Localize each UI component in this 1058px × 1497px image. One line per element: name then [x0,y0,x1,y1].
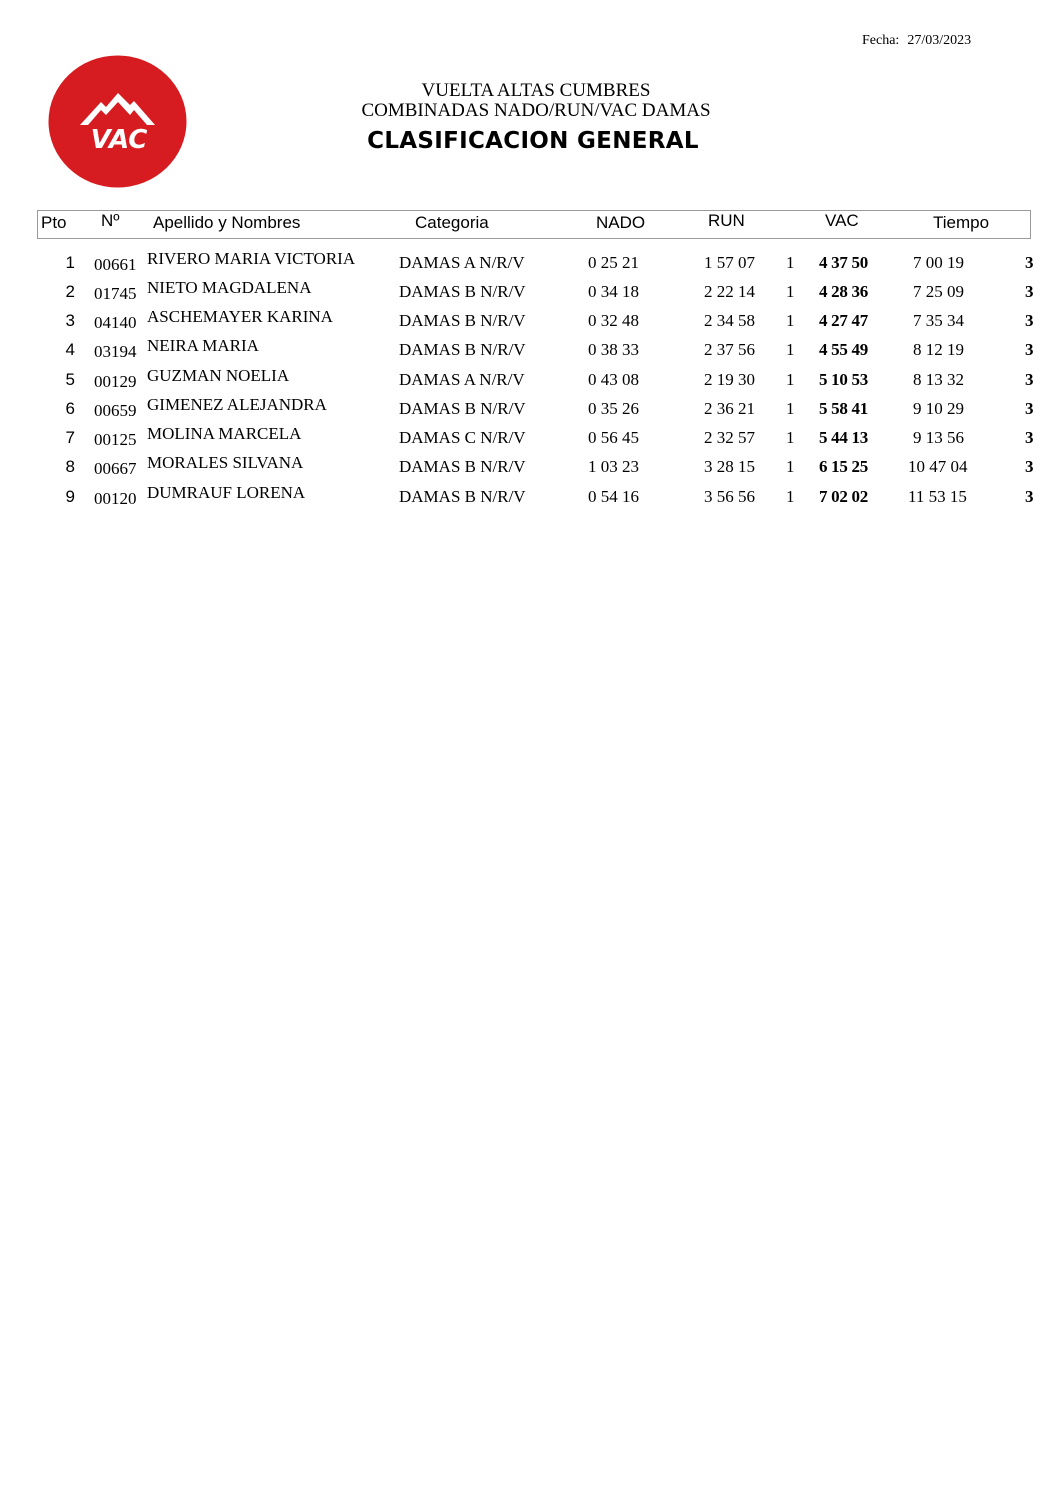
col-header-vac: VAC [825,211,859,230]
event-subtitle: COMBINADAS NADO/RUN/VAC DAMAS [361,100,711,121]
cell-run: 2 36 21 [704,399,755,418]
cell-pto: 6 [65,399,75,418]
cell-name: GIMENEZ ALEJANDRA [147,395,327,414]
cell-marker: 1 [786,340,795,359]
cell-last: 3 [1025,399,1034,418]
cell-tiempo: 10 47 04 [908,457,968,476]
cell-category: DAMAS A N/R/V [399,370,525,389]
cell-marker: 1 [786,457,795,476]
cell-pto: 4 [65,340,75,359]
cell-vac: 7 02 02 [819,487,868,506]
page-title: CLASIFICACION GENERAL [367,128,699,154]
col-header-run: RUN [708,211,745,230]
table-row [0,278,1058,310]
cell-tiempo: 7 00 19 [913,253,964,272]
col-header-category: Categoria [415,213,489,232]
cell-num: 04140 [94,313,137,332]
cell-num: 03194 [94,342,137,361]
cell-nado: 0 32 48 [588,311,639,330]
cell-run: 2 19 30 [704,370,755,389]
table-row [0,336,1058,368]
cell-nado: 0 25 21 [588,253,639,272]
cell-marker: 1 [786,253,795,272]
cell-nado: 0 38 33 [588,340,639,359]
cell-vac: 4 28 36 [819,282,868,301]
cell-category: DAMAS C N/R/V [399,428,526,447]
cell-marker: 1 [786,282,795,301]
cell-category: DAMAS B N/R/V [399,399,526,418]
cell-num: 01745 [94,284,137,303]
date-value: 27/03/2023 [907,33,972,48]
cell-last: 3 [1025,311,1034,330]
cell-vac: 6 15 25 [819,457,868,476]
cell-pto: 1 [65,253,75,272]
cell-num: 00125 [94,430,137,449]
cell-vac: 5 44 13 [819,428,868,447]
cell-vac: 5 10 53 [819,370,868,389]
cell-last: 3 [1025,428,1034,447]
cell-name: NEIRA MARIA [147,336,259,355]
cell-marker: 1 [786,370,795,389]
cell-tiempo: 11 53 15 [908,487,967,506]
cell-pto: 3 [65,311,75,330]
cell-run: 2 34 58 [704,311,755,330]
cell-marker: 1 [786,399,795,418]
cell-category: DAMAS B N/R/V [399,457,526,476]
cell-vac: 4 55 49 [819,340,868,359]
cell-last: 3 [1025,253,1034,272]
cell-tiempo: 9 10 29 [913,399,964,418]
col-header-tiempo: Tiempo [933,213,990,232]
cell-vac: 4 27 47 [819,311,868,330]
cell-name: DUMRAUF LORENA [147,483,306,502]
cell-pto: 5 [65,370,75,389]
cell-nado: 0 56 45 [588,428,639,447]
cell-tiempo: 7 35 34 [913,311,964,330]
date-label: Fecha: [862,33,900,48]
cell-run: 1 57 07 [704,253,755,272]
cell-marker: 1 [786,487,795,506]
cell-pto: 2 [65,282,75,301]
cell-name: MOLINA MARCELA [147,424,302,443]
cell-name: NIETO MAGDALENA [147,278,312,297]
cell-category: DAMAS B N/R/V [399,282,526,301]
table-row [0,424,1058,456]
cell-pto: 7 [65,428,75,447]
cell-num: 00667 [94,459,137,478]
cell-nado: 1 03 23 [588,457,639,476]
cell-category: DAMAS A N/R/V [399,253,525,272]
cell-vac: 5 58 41 [819,399,868,418]
cell-nado: 0 54 16 [588,487,639,506]
table-row [0,453,1058,485]
cell-name: GUZMAN NOELIA [147,366,290,385]
cell-category: DAMAS B N/R/V [399,340,526,359]
cell-tiempo: 8 12 19 [913,340,964,359]
cell-nado: 0 43 08 [588,370,639,389]
cell-run: 3 56 56 [704,487,755,506]
cell-num: 00129 [94,372,137,391]
table-row [0,249,1058,281]
cell-pto: 9 [65,487,75,506]
cell-marker: 1 [786,428,795,447]
table-row [0,483,1058,515]
event-title: VUELTA ALTAS CUMBRES [421,80,651,101]
cell-last: 3 [1025,340,1034,359]
cell-category: DAMAS B N/R/V [399,487,526,506]
cell-marker: 1 [786,311,795,330]
cell-run: 3 28 15 [704,457,755,476]
cell-last: 3 [1025,457,1034,476]
cell-num: 00659 [94,401,137,420]
cell-num: 00120 [94,489,137,508]
cell-num: 00661 [94,255,137,274]
col-header-name: Apellido y Nombres [153,213,301,232]
cell-run: 2 22 14 [704,282,755,301]
cell-run: 2 32 57 [704,428,755,447]
cell-name: RIVERO MARIA VICTORIA [147,249,356,268]
table-row [0,366,1058,398]
cell-run: 2 37 56 [704,340,755,359]
table-row [0,395,1058,427]
cell-tiempo: 7 25 09 [913,282,964,301]
cell-name: ASCHEMAYER KARINA [147,307,333,326]
cell-pto: 8 [65,457,75,476]
cell-tiempo: 8 13 32 [913,370,964,389]
cell-tiempo: 9 13 56 [913,428,964,447]
logo-text: VAC [90,125,148,155]
cell-vac: 4 37 50 [819,253,868,272]
cell-nado: 0 35 26 [588,399,639,418]
cell-nado: 0 34 18 [588,282,639,301]
cell-last: 3 [1025,370,1034,389]
cell-category: DAMAS B N/R/V [399,311,526,330]
col-header-nado: NADO [596,213,646,232]
table-row [0,307,1058,339]
col-header-num: Nº [101,211,120,230]
cell-name: MORALES SILVANA [147,453,304,472]
date-line [862,33,971,49]
cell-last: 3 [1025,487,1034,506]
col-header-pto: Pto [41,213,67,232]
cell-last: 3 [1025,282,1034,301]
